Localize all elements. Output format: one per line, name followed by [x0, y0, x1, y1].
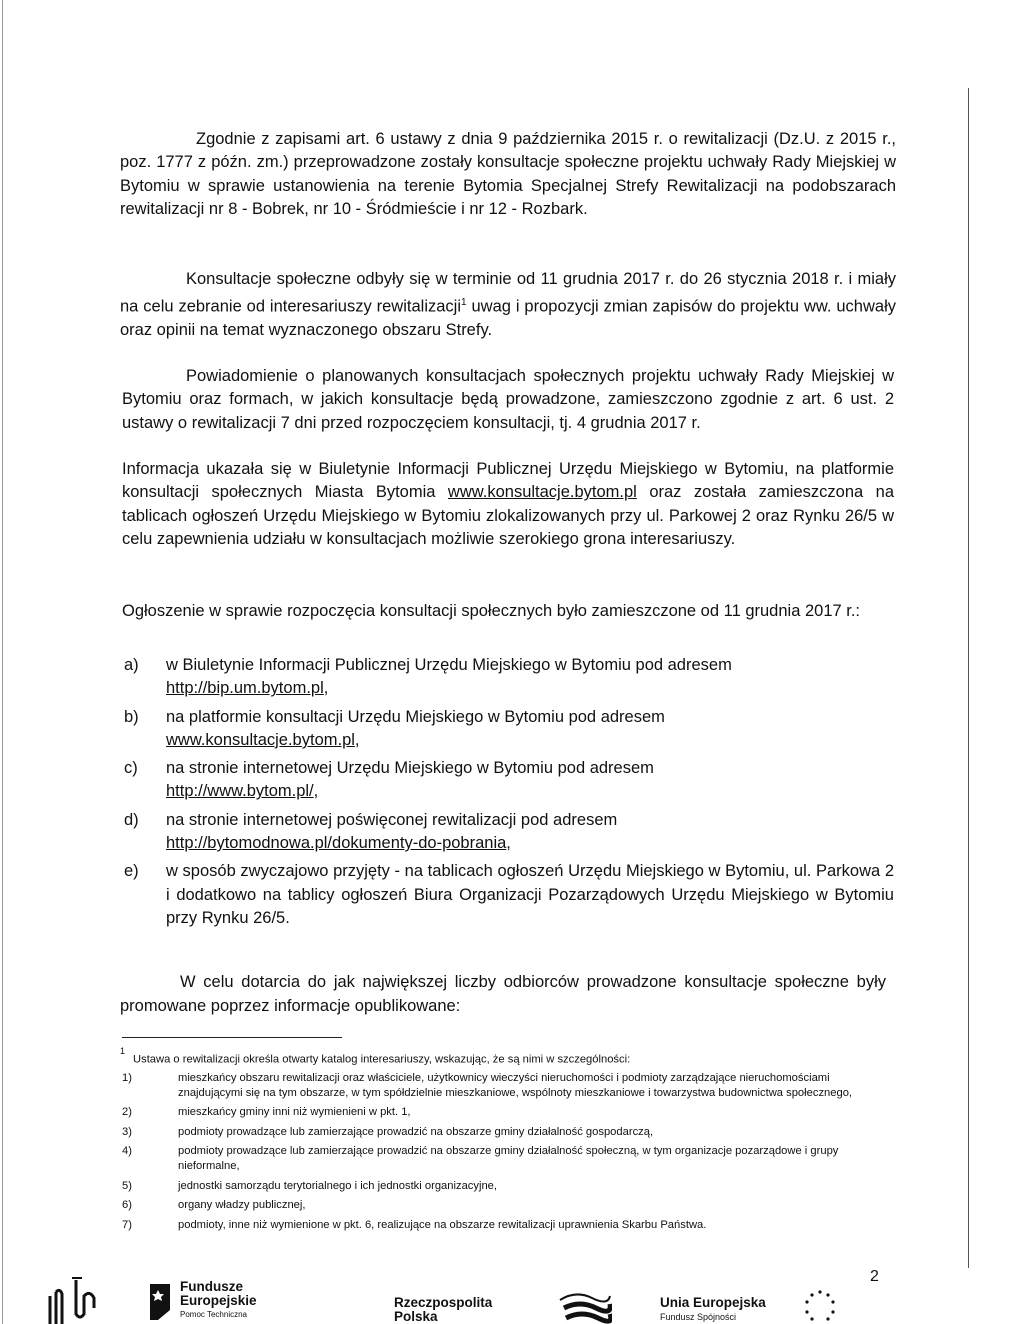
list-marker: a) — [124, 656, 139, 674]
footnote-item — [122, 1218, 892, 1233]
announcement-link[interactable]: www.konsultacje.bytom.pl — [166, 730, 355, 749]
announcement-tail: , — [323, 679, 329, 698]
footnote-marker: 3) — [122, 1125, 132, 1138]
list-marker: c) — [124, 759, 138, 778]
announcement-link[interactable]: http://www.bytom.pl/ — [166, 782, 314, 801]
period-text: Konsultacje społeczne odbyły się w terminie od 11 grudnia 2017 r. do 26 stycznia 2018 r. i miały na celu zebranie od interesariuszy rewitalizacji — [120, 270, 896, 316]
intro-paragraph: Zgodnie z zapisami art. 6 ustawy z dnia 9 października 2015 r. o rewitalizacji (Dz.U. z 2015 r., poz. 1777 z późn. zm.) przeprowadzone zostały konsultacje społeczne projektu uchwały Rady Miejskiej w Bytomiu w sprawie ustanowienia na terenie Bytomia Specjalnej Strefy Rewitalizacji na podobszarach rewitalizacji nr 8 - Bobrek, nr 10 - Śródmieście i nr 12 - Rozbark. — [120, 130, 896, 218]
ue-line2: Fundusz Spójności — [660, 1312, 737, 1322]
announcement-item — [124, 809, 894, 856]
info-text-cont: oraz została zamieszczona na tablicach ogłoszeń Urzędu Miejskiego w Bytomiu zlokalizowanych przy ul. Parkowej 2 oraz Rynku 26/5 w celu zapewnienia udziału w konsultacjach możliwie szerokiego grona interesariuszy. — [122, 483, 894, 548]
footnote-text: mieszkańcy obszaru rewitalizacji oraz właściciele, użytkownicy wieczyści nieruchomości i podmioty zarządzające nieruchomościami znajdującymi się na tym obszarze, w tym spółdzielnie mieszkaniowe, wspólnoty mieszkaniowe i towarzystwa budownictwa społecznego, — [178, 1072, 853, 1099]
footnote-text: podmioty prowadzące lub zamierzające prowadzić na obszarze gminy działalność gospodarczą, — [178, 1125, 654, 1138]
footnote-marker: 2) — [122, 1106, 132, 1119]
footnote-text: jednostki samorządu terytorialnego i ich jednostki organizacyjne, — [178, 1179, 498, 1192]
page-number: 2 — [870, 1268, 879, 1285]
footnote-marker: 4) — [122, 1145, 132, 1158]
footnote-ref[interactable]: 1 — [461, 297, 467, 309]
announcement-text: w sposób zwyczajowo przyjęty - na tablicach ogłoszeń Urzędu Miejskiego w Bytomiu, ul. Parkowa 2 i dodatkowo na tablicy ogłoszeń Biura Organizacji Pozarządowych Urzędu Miejskiego w Bytomiu przy Rynku 26/5. — [166, 862, 894, 927]
ue-line1: Unia Europejska — [660, 1295, 766, 1310]
footnote-item — [122, 1125, 892, 1140]
period-text-cont: uwag i propozycji zmian zapisów do projektu ww. uchwały oraz opinii na temat wyznaczonego obszaru Strefy. — [120, 297, 896, 340]
footnote-marker: 5) — [122, 1179, 132, 1192]
fe-line2: Europejskie — [180, 1293, 257, 1308]
footnote-intro — [120, 1048, 900, 1068]
announcement-link[interactable]: http://bytomodnowa.pl/dokumenty-do-pobrania — [166, 834, 507, 853]
footnote-item — [122, 1198, 892, 1213]
announcement-paragraph: Ogłoszenie w sprawie rozpoczęcia konsultacji społecznych było zamieszczone od 11 grudnia 2017 r.: — [122, 602, 861, 620]
logo-rzeczpospolita-polska — [394, 1296, 492, 1324]
logo-unia-europejska — [660, 1296, 766, 1324]
scan-edge — [2, 0, 3, 1324]
announcement-text: na stronie internetowej poświęconej rewitalizacji pod adresem — [166, 810, 618, 829]
footnote-item — [122, 1179, 892, 1194]
footnote-text: podmioty prowadzące lub zamierzające prowadzić na obszarze gminy działalność społeczną, w tym organizacje pozarządowe i grupy nieformalne, — [178, 1145, 839, 1172]
footnote-text: organy władzy publicznej, — [178, 1199, 306, 1212]
eu-stars-icon — [800, 1288, 840, 1324]
announcement-text: na platformie konsultacji Urzędu Miejskiego w Bytomiu pod adresem — [166, 707, 665, 726]
info-text: Informacja ukazała się w Biuletynie Informacji Publicznej Urzędu Miejskiego w Bytomiu, na platformie konsultacji społecznych Miasta Bytomia — [122, 460, 894, 502]
announcement-item — [124, 654, 894, 701]
fe-line3: Pomoc Techniczna — [180, 1310, 247, 1319]
footnote-number: 1 — [120, 1046, 126, 1056]
flag-wave-icon — [556, 1290, 612, 1324]
footnote-separator — [122, 1037, 342, 1038]
announcement-link[interactable]: http://bip.um.bytom.pl — [166, 679, 324, 698]
footnote-text: mieszkańcy gminy inni niż wymienieni w pkt. 1, — [178, 1106, 411, 1119]
announcement-item — [124, 757, 894, 804]
announcement-text: na stronie internetowej Urzędu Miejskiego w Bytomiu pod adresem — [166, 759, 654, 778]
logo-fundusze-europejskie — [146, 1280, 257, 1324]
list-marker: d) — [124, 810, 139, 829]
rp-line1: Rzeczpospolita — [394, 1295, 493, 1310]
fe-line1: Fundusze — [180, 1279, 243, 1294]
announcement-list — [124, 654, 894, 935]
scan-edge — [968, 88, 969, 1268]
footnote-item — [122, 1144, 892, 1173]
announcement-tail: , — [354, 730, 360, 749]
konsultacje-link[interactable]: www.konsultacje.bytom.pl — [447, 483, 637, 502]
star-flag-icon — [146, 1280, 172, 1324]
info-paragraph — [122, 458, 894, 551]
footnote-list — [122, 1071, 892, 1237]
period-paragraph — [120, 268, 896, 342]
city-emblem-icon — [46, 1274, 106, 1324]
footnote-marker: 6) — [122, 1199, 132, 1212]
footnote-marker: 7) — [122, 1218, 132, 1231]
footnote-item — [122, 1105, 892, 1120]
footer-logos — [0, 1272, 1024, 1324]
rp-line2: Polska — [394, 1309, 438, 1324]
footnote-item — [122, 1071, 892, 1100]
list-marker: e) — [124, 862, 139, 881]
announcement-tail: , — [313, 782, 319, 801]
closing-paragraph: W celu dotarcia do jak największej liczby odbiorców prowadzone konsultacje społeczne były promowane poprzez informacje opublikowane: — [120, 973, 886, 1015]
notice-paragraph: Powiadomienie o planowanych konsultacjach społecznych projektu uchwały Rady Miejskiej w Bytomiu oraz formach, w jakich konsultacje będą prowadzone, zamieszczono zgodnie z art. 6 ust. 2 ustawy o rewitalizacji 7 dni przed rozpoczęciem konsultacji, tj. 4 grudnia 2017 r. — [122, 367, 894, 432]
announcement-text: w Biuletynie Informacji Publicznej Urzędu Miejskiego w Bytomiu pod adresem — [166, 656, 732, 674]
announcement-tail: , — [506, 834, 511, 853]
announcement-item — [124, 706, 894, 753]
footnote-marker: 1) — [122, 1072, 132, 1084]
announcement-item — [124, 860, 894, 930]
list-marker: b) — [124, 707, 139, 726]
footnote-intro-text: Ustawa o rewitalizacji określa otwarty katalog interesariuszy, wskazując, że są nimi w szczególności: — [133, 1053, 631, 1066]
footnote-text: podmioty, inne niż wymienione w pkt. 6, realizujące na obszarze rewitalizacji uprawnienia Skarbu Państwa. — [178, 1218, 707, 1231]
